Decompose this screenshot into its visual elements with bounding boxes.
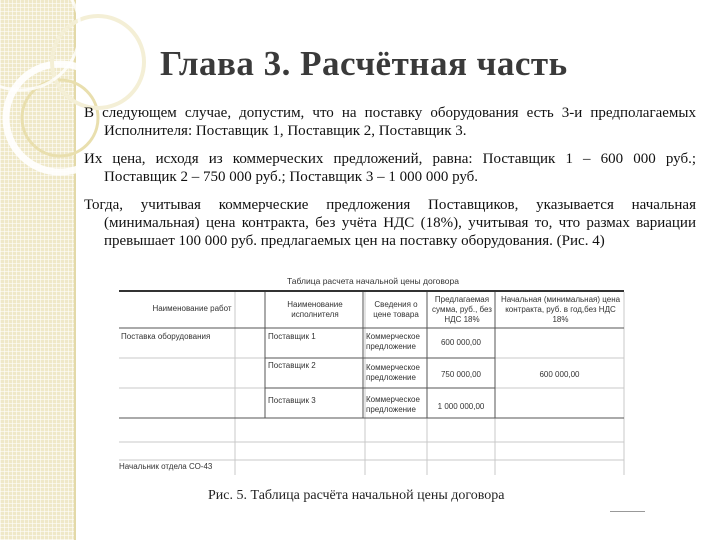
cell-work-name: Поставка оборудования bbox=[121, 332, 211, 341]
cell-info-1: Коммерческое предложение bbox=[366, 332, 420, 351]
figure-caption: Рис. 5. Таблица расчёта начальной цены договора bbox=[208, 488, 505, 503]
price-table-figure bbox=[115, 270, 630, 488]
cell-contractor-1: Поставщик 1 bbox=[268, 332, 316, 341]
signature-line: Начальник отдела СО-43 bbox=[119, 462, 213, 471]
cell-contractor-3: Поставщик 3 bbox=[268, 396, 316, 405]
paragraph-suppliers: В следующем случае, допустим, что на поставку оборудования есть 3-и предполагаемых Исполнителя: Поставщик 1, Поставщик 2, Поставщик 3. bbox=[84, 105, 696, 139]
header-work: Наименование работ bbox=[152, 304, 232, 313]
header-initial-price: Начальная (минимальная) цена контракта, руб. в год,без НДС 18% bbox=[500, 295, 621, 324]
table-title: Таблица расчета начальной цены договора bbox=[287, 276, 459, 286]
cell-sum-3: 1 000 000,00 bbox=[437, 402, 485, 411]
cell-contractor-2: Поставщик 2 bbox=[268, 361, 316, 370]
cell-initial-value: 600 000,00 bbox=[539, 370, 580, 379]
slide-title: Глава 3. Расчётная часть bbox=[160, 44, 568, 83]
cell-info-3: Коммерческое предложение bbox=[366, 395, 420, 414]
header-price-info: Сведения о цене товара bbox=[373, 300, 419, 319]
cell-sum-2: 750 000,00 bbox=[440, 370, 482, 379]
cell-info-2: Коммерческое предложение bbox=[366, 363, 420, 382]
paragraph-prices: Их цена, исходя из коммерческих предложений, равна: Поставщик 1 – 600 000 руб.; Поставщик 2 – 750 000 руб.; Поставщик 3 – 1 000 000 руб. bbox=[84, 151, 696, 185]
header-proposed-sum: Предлагаемая сумма, руб., без НДС 18% bbox=[432, 295, 492, 324]
header-contractor: Наименование исполнителя bbox=[287, 300, 343, 319]
paragraph-initial-price: Тогда, учитывая коммерческие предложения Поставщиков, указывается начальная (минимальная) цена контракта, без учёта НДС (18%), учитывая то, что размах вариации превышает 100 000 руб. предлагаемых цен на поставку оборудования. (Рис. 4) bbox=[84, 197, 696, 249]
decorative-line bbox=[610, 511, 645, 512]
cell-sum-1: 600 000,00 bbox=[440, 338, 482, 347]
